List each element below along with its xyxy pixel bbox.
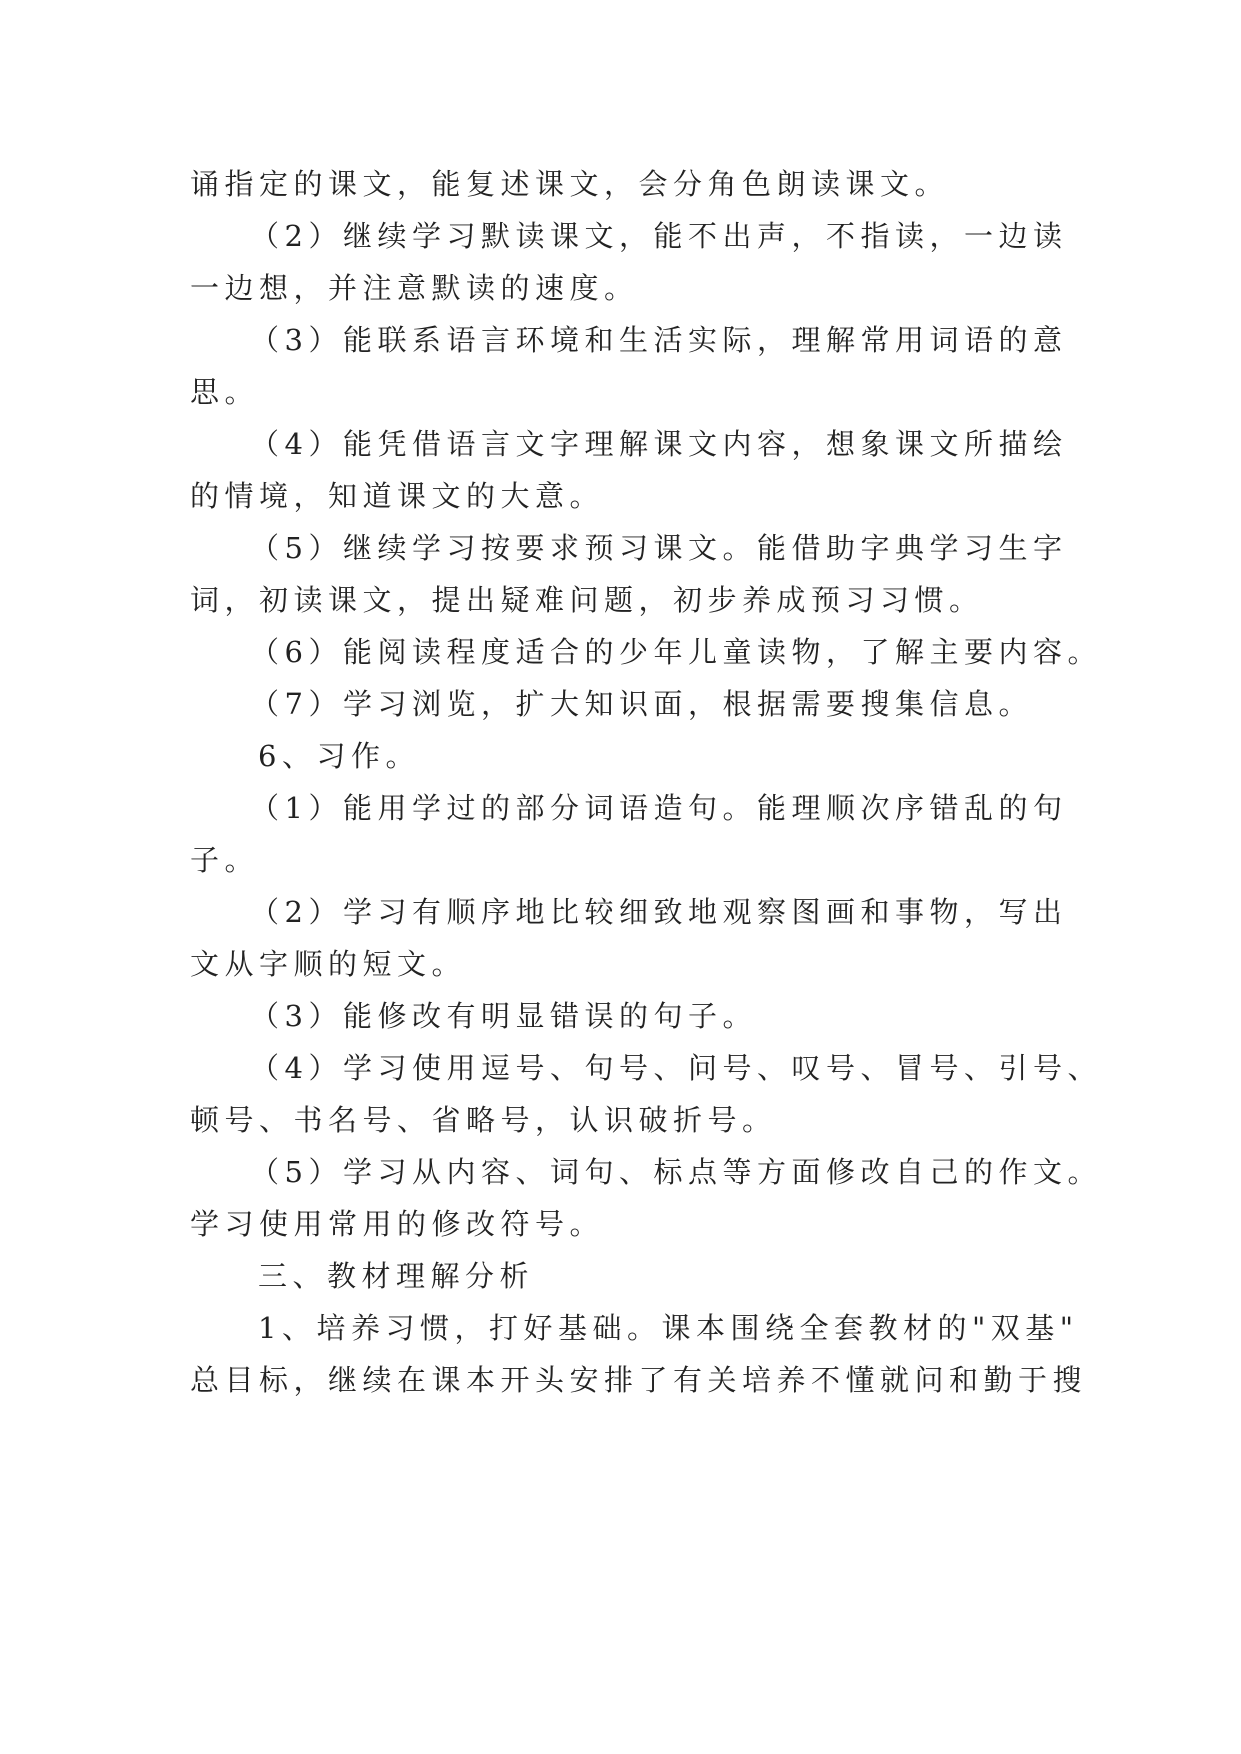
text-line: （2）继续学习默读课文，能不出声，不指读，一边读 [250, 219, 1068, 253]
text-line: 诵指定的课文，能复述课文，会分角色朗读课文。 [190, 167, 950, 201]
section-heading: 三、教材理解分析 [258, 1259, 535, 1293]
text-line: 子。 [190, 843, 260, 877]
text-line: （5）学习从内容、词句、标点等方面修改自己的作文。 [250, 1155, 1102, 1189]
text-line: （6）能阅读程度适合的少年儿童读物，了解主要内容。 [250, 635, 1102, 669]
text-line: 1、培养习惯，打好基础。课本围绕全套教材的"双基" [258, 1311, 1079, 1345]
text-line: （7）学习浏览，扩大知识面，根据需要搜集信息。 [250, 687, 1033, 721]
text-line: （3）能修改有明显错误的句子。 [250, 999, 757, 1033]
text-line: （1）能用学过的部分词语造句。能理顺次序错乱的句 [250, 791, 1068, 825]
text-line: 词，初读课文，提出疑难问题，初步养成预习习惯。 [190, 583, 984, 617]
text-line: 总目标，继续在课本开头安排了有关培养不懂就问和勤于搜 [190, 1363, 1088, 1397]
text-line: （5）继续学习按要求预习课文。能借助字典学习生字 [250, 531, 1068, 565]
text-line: （4）能凭借语言文字理解课文内容，想象课文所描绘 [250, 427, 1068, 461]
text-line: （4）学习使用逗号、句号、问号、叹号、冒号、引号、 [250, 1051, 1102, 1085]
text-line: （2）学习有顺序地比较细致地观察图画和事物，写出 [250, 895, 1068, 929]
text-line: 一边想，并注意默读的速度。 [190, 271, 639, 305]
text-line: 文从字顺的短文。 [190, 947, 467, 981]
text-line: 学习使用常用的修改符号。 [190, 1207, 605, 1241]
text-line: 思。 [190, 375, 260, 409]
section-heading: 6、习作。 [258, 739, 420, 773]
text-line: 顿号、书名号、省略号，认识破折号。 [190, 1103, 777, 1137]
text-line: 的情境，知道课文的大意。 [190, 479, 605, 513]
text-line: （3）能联系语言环境和生活实际，理解常用词语的意 [250, 323, 1068, 357]
